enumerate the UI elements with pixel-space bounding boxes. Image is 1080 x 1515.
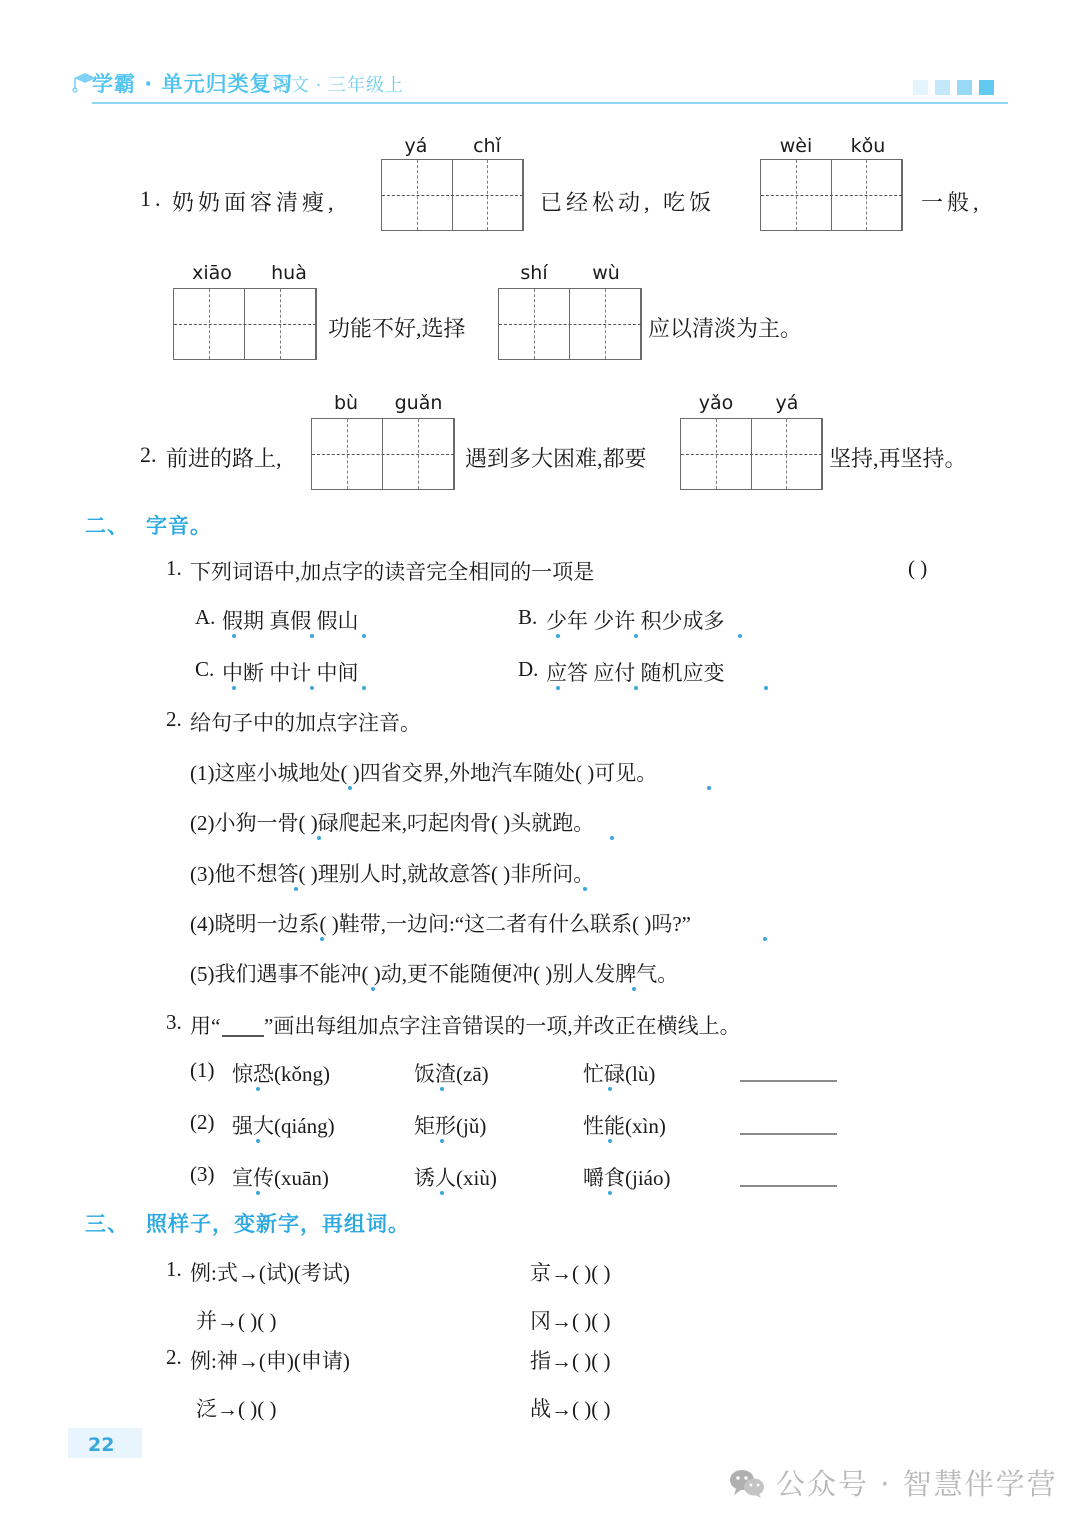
emphasis-dot <box>738 634 742 638</box>
s3-q2-right-b[interactable]: 战→( )( ) <box>530 1397 611 1421</box>
s3-q1-number: 1. <box>166 1257 182 1281</box>
emphasis-dot <box>440 1139 444 1143</box>
s2-q3-row2-b[interactable]: 矩形(jǔ) <box>414 1114 487 1138</box>
s2-q1-option-b-text[interactable]: 少年 少许 积少成多 <box>546 609 725 633</box>
s2-q3-row3-answer-blank[interactable] <box>740 1185 837 1187</box>
s2-q3-row1-answer-blank[interactable] <box>740 1080 837 1082</box>
s2-q2-item-3[interactable]: (3)他不想答( )理别人时,就故意答( )非所问。 <box>190 862 595 886</box>
pinyin-ya2: yá <box>775 392 799 414</box>
emphasis-dot <box>608 1139 612 1143</box>
s2-q1-option-d-label: D. <box>518 657 539 681</box>
emphasis-dot <box>256 1139 260 1143</box>
s2-q1-option-d-text[interactable]: 应答 应付 随机应变 <box>546 661 725 685</box>
s3-q1-left-b[interactable]: 并→( )( ) <box>196 1309 277 1333</box>
s2-q3-number: 3. <box>166 1010 182 1034</box>
emphasis-dot <box>371 987 375 991</box>
s3-q2-left-b[interactable]: 泛→( )( ) <box>196 1397 277 1421</box>
emphasis-dot <box>310 634 314 638</box>
emphasis-dot <box>763 937 767 941</box>
emphasis-dot <box>232 686 236 690</box>
tianzige-grid-1[interactable] <box>381 159 524 231</box>
tianzige-grid-4[interactable] <box>498 288 642 360</box>
s2-q3-row2-c[interactable]: 性能(xìn) <box>583 1114 666 1138</box>
s2-q1-text: 下列词语中,加点字的读音完全相同的一项是 <box>190 560 595 584</box>
section-three-title: 照样子，变新字，再组词。 <box>146 1212 410 1236</box>
s3-q2-right-a[interactable]: 指→( )( ) <box>530 1349 611 1373</box>
s2-q1-option-a-label: A. <box>195 605 216 629</box>
s2-q2-number: 2. <box>166 707 182 731</box>
emphasis-dot <box>310 686 314 690</box>
emphasis-dot <box>764 686 768 690</box>
emphasis-dot <box>232 634 236 638</box>
q2-number: 2. <box>140 442 157 467</box>
header-subtitle: 语文 · 三年级上 <box>272 75 404 95</box>
wechat-icon <box>728 1468 766 1498</box>
header-title: 学霸 · 单元归类复习 <box>92 72 294 96</box>
q2-tail-text: 坚持,再坚持。 <box>829 446 967 471</box>
emphasis-dot <box>634 634 638 638</box>
emphasis-dot <box>608 1191 612 1195</box>
s2-q3-row2-answer-blank[interactable] <box>740 1133 837 1135</box>
pinyin-chi: chǐ <box>473 135 501 157</box>
tianzige-grid-6[interactable] <box>680 418 823 490</box>
s3-q1-right-b[interactable]: 冈→( )( ) <box>530 1309 611 1333</box>
s2-q3-row1-a[interactable]: 惊恐(kǒng) <box>232 1062 330 1086</box>
s2-q3-row3-label: (3) <box>190 1162 215 1186</box>
emphasis-dot <box>632 987 636 991</box>
emphasis-dot <box>556 686 560 690</box>
s2-q2-text: 给句子中的加点字注音。 <box>190 711 421 735</box>
pinyin-wei: wèi <box>779 135 813 157</box>
q1-tail-text: 一般, <box>921 190 983 215</box>
s2-q3-row3-c[interactable]: 嚼食(jiáo) <box>583 1166 671 1190</box>
q1-mid-text: 已经松动, 吃饭 <box>540 190 716 215</box>
emphasis-dot <box>362 634 366 638</box>
emphasis-dot <box>256 1087 260 1091</box>
emphasis-dot <box>348 786 352 790</box>
s2-q1-option-c-label: C. <box>195 657 215 681</box>
page-number: 22 <box>88 1434 115 1456</box>
section-three-marker: 三、 <box>85 1212 129 1236</box>
emphasis-dot <box>634 686 638 690</box>
section-two-marker: 二、 <box>85 514 129 538</box>
pinyin-bu: bù <box>333 392 359 414</box>
s2-q1-option-b-label: B. <box>518 605 538 629</box>
pinyin-kou: kǒu <box>850 135 886 157</box>
emphasis-dot <box>320 937 324 941</box>
pinyin-guan: guǎn <box>394 392 443 414</box>
emphasis-dot <box>610 836 614 840</box>
emphasis-dot <box>583 887 587 891</box>
pinyin-xiao: xiāo <box>192 262 232 284</box>
q1-number: 1. <box>140 186 165 211</box>
s2-q3-underline-sample <box>222 1035 264 1037</box>
tianzige-grid-2[interactable] <box>760 159 903 231</box>
watermark-text: 公众号 · 智慧伴学营 <box>776 1467 1058 1501</box>
q1-lead-text: 奶奶面容清瘦, <box>172 190 338 215</box>
q2-lead-text: 前进的路上, <box>166 446 282 471</box>
s2-q3-text-after: ”画出每组加点字注音错误的一项,并改正在横线上。 <box>264 1014 741 1038</box>
pinyin-shi: shí <box>520 262 548 284</box>
s2-q1-number: 1. <box>166 556 182 580</box>
emphasis-dot <box>440 1191 444 1195</box>
s2-q3-row3-b[interactable]: 诱人(xiù) <box>414 1166 497 1190</box>
s2-q1-option-c-text[interactable]: 中断 中计 中间 <box>222 661 359 685</box>
q2-mid-text: 遇到多大困难,都要 <box>465 446 647 471</box>
emphasis-dot <box>440 1087 444 1091</box>
s2-q1-option-a-text[interactable]: 假期 真假 假山 <box>222 609 359 633</box>
s3-q2-number: 2. <box>166 1345 182 1369</box>
section-two-title: 字音。 <box>146 514 212 538</box>
s2-q3-row2-a[interactable]: 强大(qiáng) <box>232 1114 335 1138</box>
watermark <box>728 1462 1058 1503</box>
q1-line2-tail-text: 应以清淡为主。 <box>648 316 803 341</box>
s2-q3-row2-label: (2) <box>190 1110 215 1134</box>
s2-q3-row1-b[interactable]: 饭渣(zā) <box>414 1062 489 1086</box>
tianzige-grid-3[interactable] <box>173 288 317 360</box>
s3-q1-right-a[interactable]: 京→( )( ) <box>530 1261 611 1285</box>
s2-q1-answer-paren[interactable]: ( ) <box>908 556 928 580</box>
q1-line2-mid-text: 功能不好,选择 <box>328 316 466 341</box>
s2-q2-item-1[interactable]: (1)这座小城地处( )四省交界,外地汽车随处( )可见。 <box>190 761 658 785</box>
s3-q1-left-a: 例:式→(试)(考试) <box>190 1261 350 1285</box>
tianzige-grid-5[interactable] <box>311 418 455 490</box>
emphasis-dot <box>707 786 711 790</box>
s2-q3-row1-c[interactable]: 忙碌(lù) <box>583 1062 656 1086</box>
s3-q2-left-a: 例:神→(申)(申请) <box>190 1349 350 1373</box>
emphasis-dot <box>362 686 366 690</box>
s2-q2-item-4[interactable]: (4)晓明一边系( )鞋带,一边问:“这二者有什么联系( )吗?” <box>190 912 692 936</box>
emphasis-dot <box>317 836 321 840</box>
emphasis-dot <box>294 887 298 891</box>
pinyin-yao: yǎo <box>698 392 734 414</box>
s2-q3-text-before: 用“ <box>190 1014 221 1038</box>
pinyin-wu: wù <box>592 262 620 284</box>
s2-q2-item-5[interactable]: (5)我们遇事不能冲( )动,更不能随便冲( )别人发脾气。 <box>190 962 679 986</box>
emphasis-dot <box>556 634 560 638</box>
s2-q3-row3-a[interactable]: 宣传(xuān) <box>232 1166 329 1190</box>
emphasis-dot <box>256 1191 260 1195</box>
s2-q3-row1-label: (1) <box>190 1058 215 1082</box>
emphasis-dot <box>608 1087 612 1091</box>
s2-q2-item-2[interactable]: (2)小狗一骨( )碌爬起来,叼起肉骨( )头就跑。 <box>190 811 595 835</box>
pinyin-hua: huà <box>271 262 307 284</box>
pinyin-ya: yá <box>404 135 428 157</box>
